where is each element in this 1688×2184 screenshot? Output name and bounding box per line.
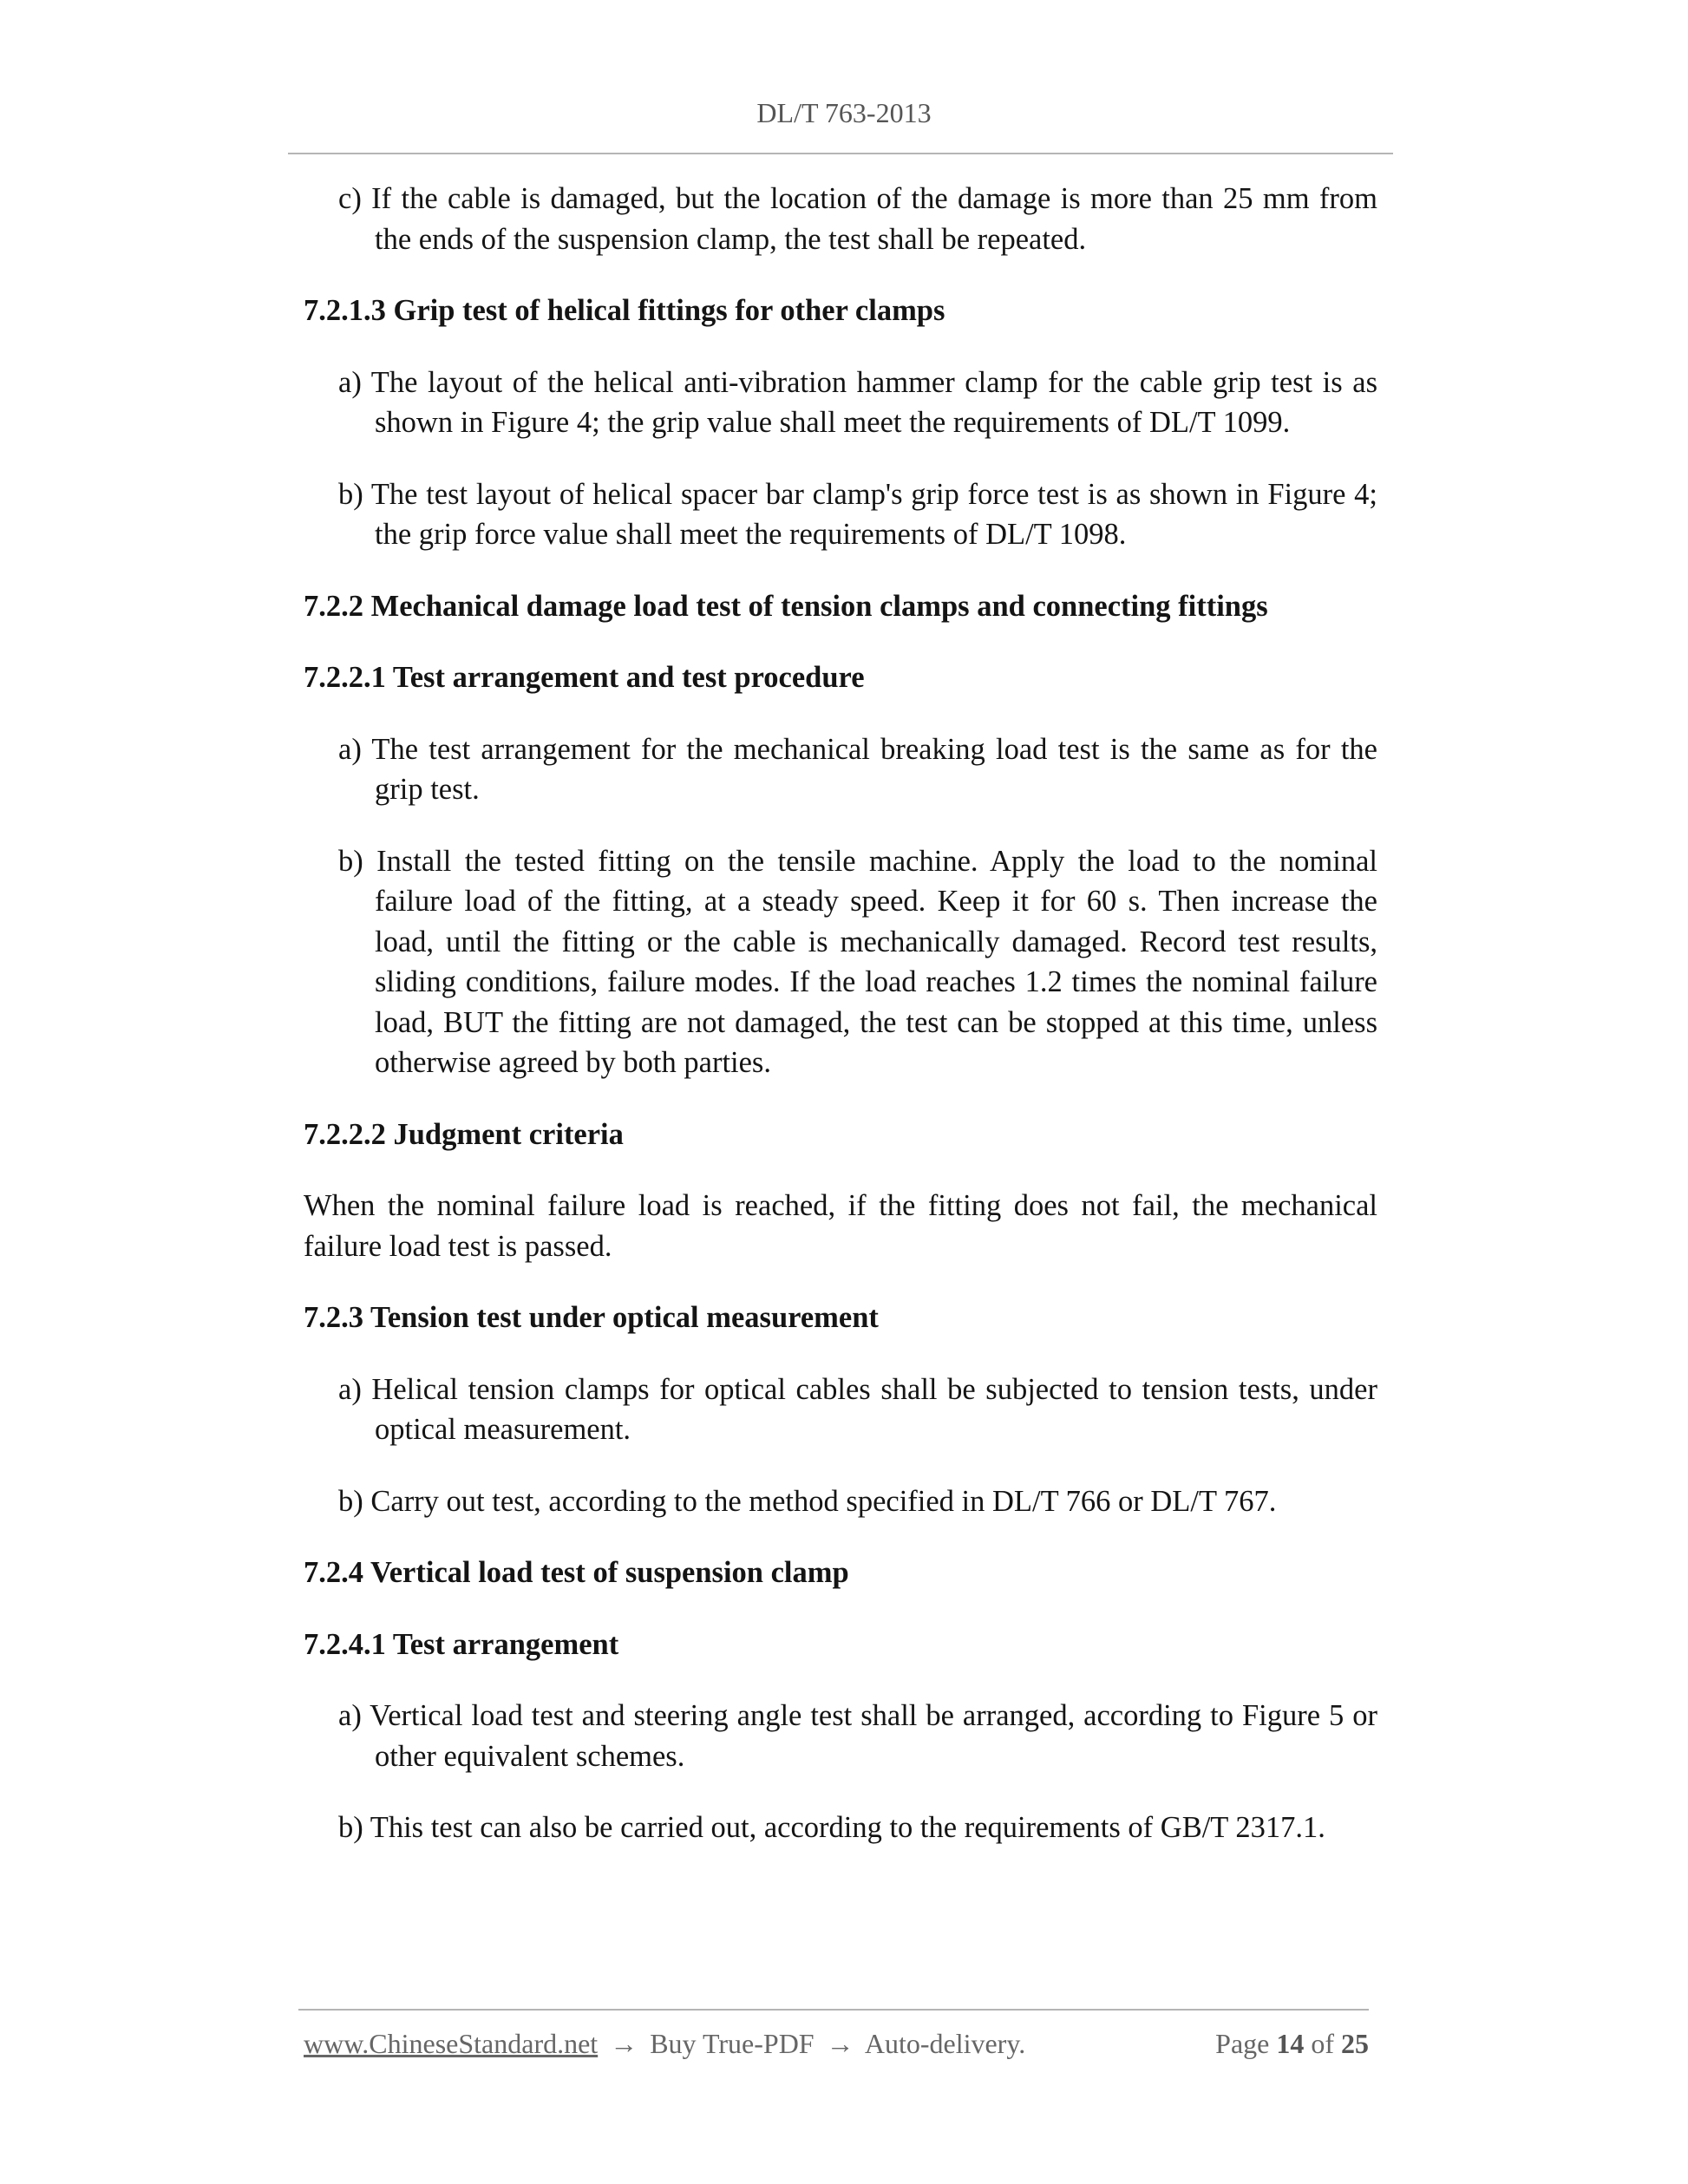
arrow-right-icon: → [826, 2028, 854, 2059]
page-content [304, 179, 1377, 1880]
paragraph-judgment-criteria: When the nominal failure load is reached, if the fitting does not fail, the mechanical failure load test is passed. [304, 1189, 1377, 1263]
section-heading-7-2-2: 7.2.2 Mechanical damage load test of tension clamps and connecting fittings [304, 589, 1268, 623]
footer-divider [298, 2009, 1369, 2011]
list-item-b-gbt-requirements: b) This test can also be carried out, according to the requirements of GB/T 2317.1. [338, 1811, 1325, 1844]
page-label: Page [1215, 2028, 1270, 2059]
section-heading-7-2-2-2: 7.2.2.2 Judgment criteria [304, 1117, 624, 1151]
arrow-right-icon: → [610, 2028, 638, 2059]
footer-left [304, 2028, 1025, 2060]
document-number-header: DL/T 763-2013 [756, 97, 932, 128]
list-item-a-anti-vibration-grip: a) The layout of the helical anti-vibration hammer clamp for the cable grip test is as shown in Figure 4; the grip value shall meet the requirements of DL/T 1099. [338, 365, 1377, 439]
list-item-b-spacer-grip: b) The test layout of helical spacer bar clamp's grip force test is as shown in Figure 4; the grip force value shall meet the requirements of DL/T 1098. [338, 477, 1377, 551]
section-heading-7-2-4: 7.2.4 Vertical load test of suspension clamp [304, 1556, 849, 1589]
page-indicator [1215, 2028, 1369, 2060]
page-footer [304, 2028, 1369, 2060]
list-item-b-test-procedure: b) Install the tested fitting on the tensile machine. Apply the load to the nominal failure load of the fitting, at a steady speed. Keep it for 60 s. Then increase the load, until the fitting or the cable is mechanically damaged. Record test results, sliding conditions, failure modes. If the load reaches 1.2 times the nominal failure load, BUT the fitting are not damaged, the test can be stopped at this time, unless otherwise agreed by both parties. [338, 844, 1377, 1079]
list-item-a-optical-tension: a) Helical tension clamps for optical cables shall be subjected to tension tests, under optical measurement. [338, 1372, 1377, 1446]
list-item-b-test-method: b) Carry out test, according to the method specified in DL/T 766 or DL/T 767. [338, 1484, 1277, 1518]
list-item-a-test-arrangement: a) The test arrangement for the mechanical breaking load test is the same as for the grip test. [338, 732, 1377, 806]
current-page-number: 14 [1276, 2028, 1305, 2059]
total-page-count: 25 [1341, 2028, 1369, 2059]
section-heading-7-2-4-1: 7.2.4.1 Test arrangement [304, 1627, 619, 1661]
header-divider [288, 153, 1393, 154]
list-item-a-vertical-load: a) Vertical load test and steering angle test shall be arranged, according to Figure 5 or other equivalent schemes. [338, 1699, 1377, 1773]
auto-delivery-text: Auto-delivery. [864, 2028, 1026, 2059]
section-heading-7-2-1-3: 7.2.1.3 Grip test of helical fittings for other clamps [304, 294, 945, 327]
site-link[interactable]: www.ChineseStandard.net [304, 2028, 599, 2059]
buy-true-pdf-text: Buy True-PDF [650, 2028, 815, 2059]
section-heading-7-2-3: 7.2.3 Tension test under optical measurement [304, 1301, 879, 1334]
section-heading-7-2-2-1: 7.2.2.1 Test arrangement and test procedure [304, 661, 865, 694]
of-label: of [1311, 2028, 1334, 2059]
list-item-c-cable-damage: c) If the cable is damaged, but the location of the damage is more than 25 mm from the ends of the suspension clamp, the test shall be repeated. [338, 182, 1377, 256]
